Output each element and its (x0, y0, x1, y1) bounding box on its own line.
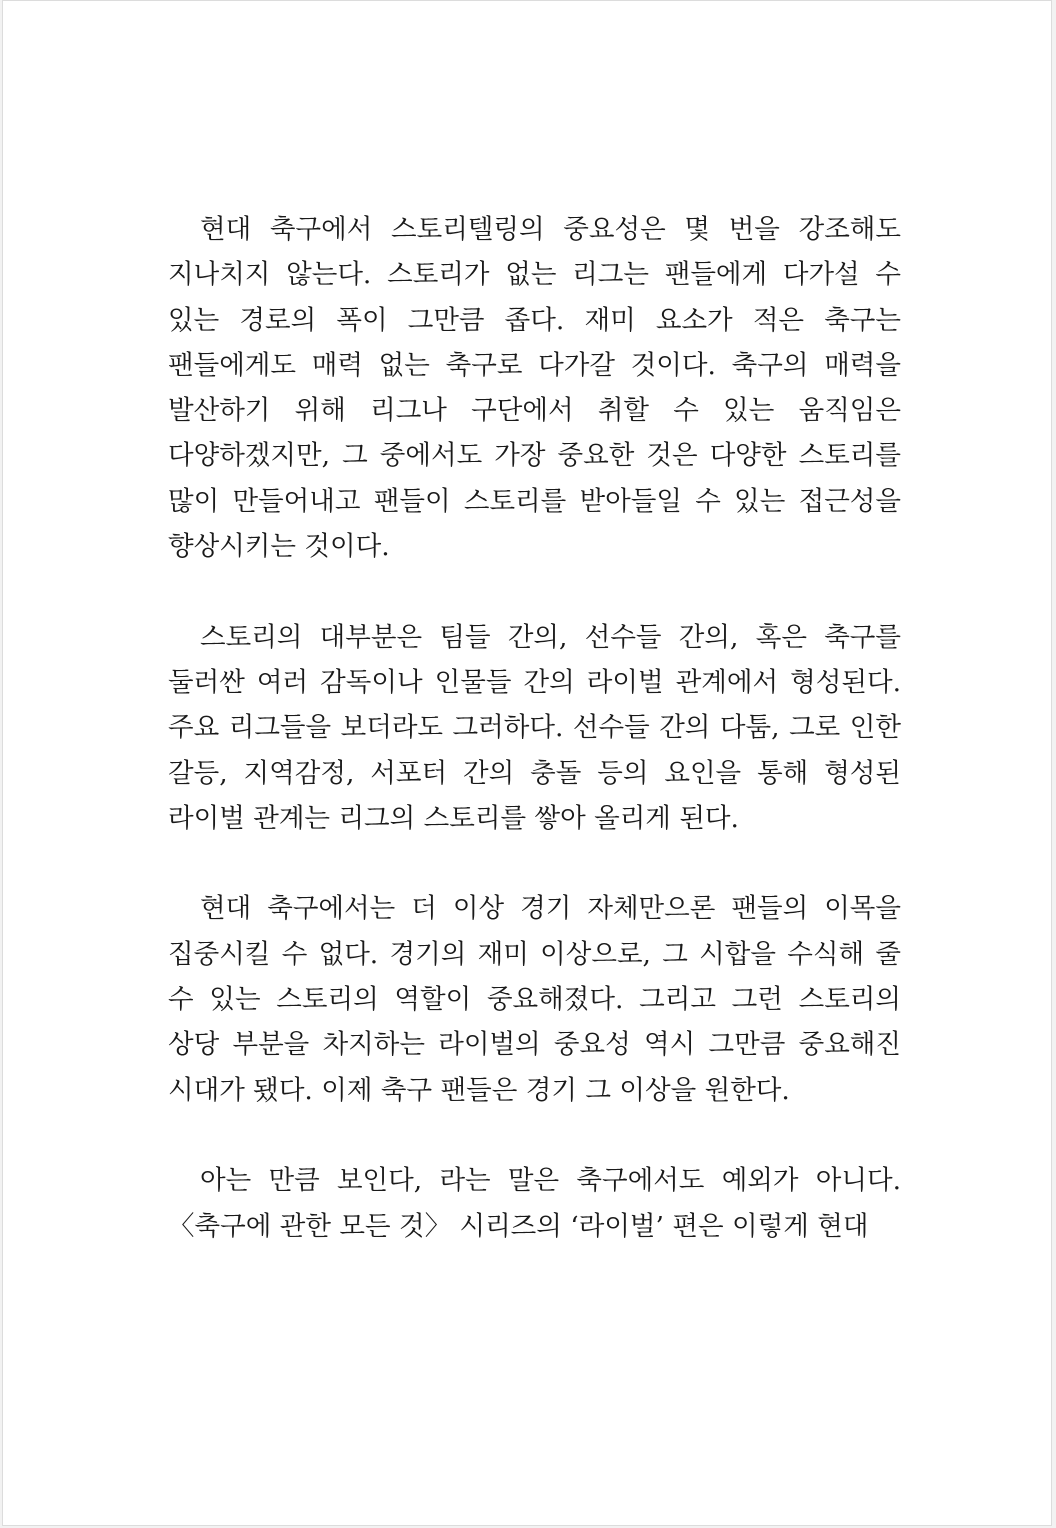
paragraph-1: 현대 축구에서 스토리텔링의 중요성은 몇 번을 강조해도 지나치지 않는다. 스토리가 없는 리그는 팬들에게 다가설 수 있는 경로의 폭이 그만큼 좁다. 재미 요소가 적은 축구는 팬들에게도 매력 없는 축구로 다가갈 것이다. 축구의 매력을 발산하기 위해 리그나 구단에서 취할 수 있는 움직임은 다양하겠지만, 그 중에서도 가장 중요한 것은 다양한 스토리를 많이 만들어내고 팬들이 스토리를 받아들일 수 있는 접근성을 향상시키는 것이다. (168, 214, 901, 563)
paragraph-3: 현대 축구에서는 더 이상 경기 자체만으론 팬들의 이목을 집중시킬 수 없다. 경기의 재미 이상으로, 그 시합을 수식해 줄 수 있는 스토리의 역할이 중요해졌다. 그리고 그런 스토리의 상당 부분을 차지하는 라이벌의 중요성 역시 그만큼 중요해진 시대가 됐다. 이제 축구 팬들은 경기 그 이상을 원한다. (168, 893, 901, 1106)
paragraph-4: 아는 만큼 보인다, 라는 말은 축구에서도 예외가 아니다. 〈축구에 관한 모든 것〉 시리즈의 ‘라이벌’ 편은 이렇게 현대 (168, 1165, 901, 1242)
body-text (168, 207, 901, 1249)
book-page (2, 0, 1052, 1526)
paragraph-2: 스토리의 대부분은 팀들 간의, 선수들 간의, 혹은 축구를 둘러싼 여러 감독이나 인물들 간의 라이벌 관계에서 형성된다. 주요 리그들을 보더라도 그러하다. 선수들 간의 다툼, 그로 인한 갈등, 지역감정, 서포터 간의 충돌 등의 요인을 통해 형성된 라이벌 관계는 리그의 스토리를 쌓아 올리게 된다. (168, 621, 901, 834)
